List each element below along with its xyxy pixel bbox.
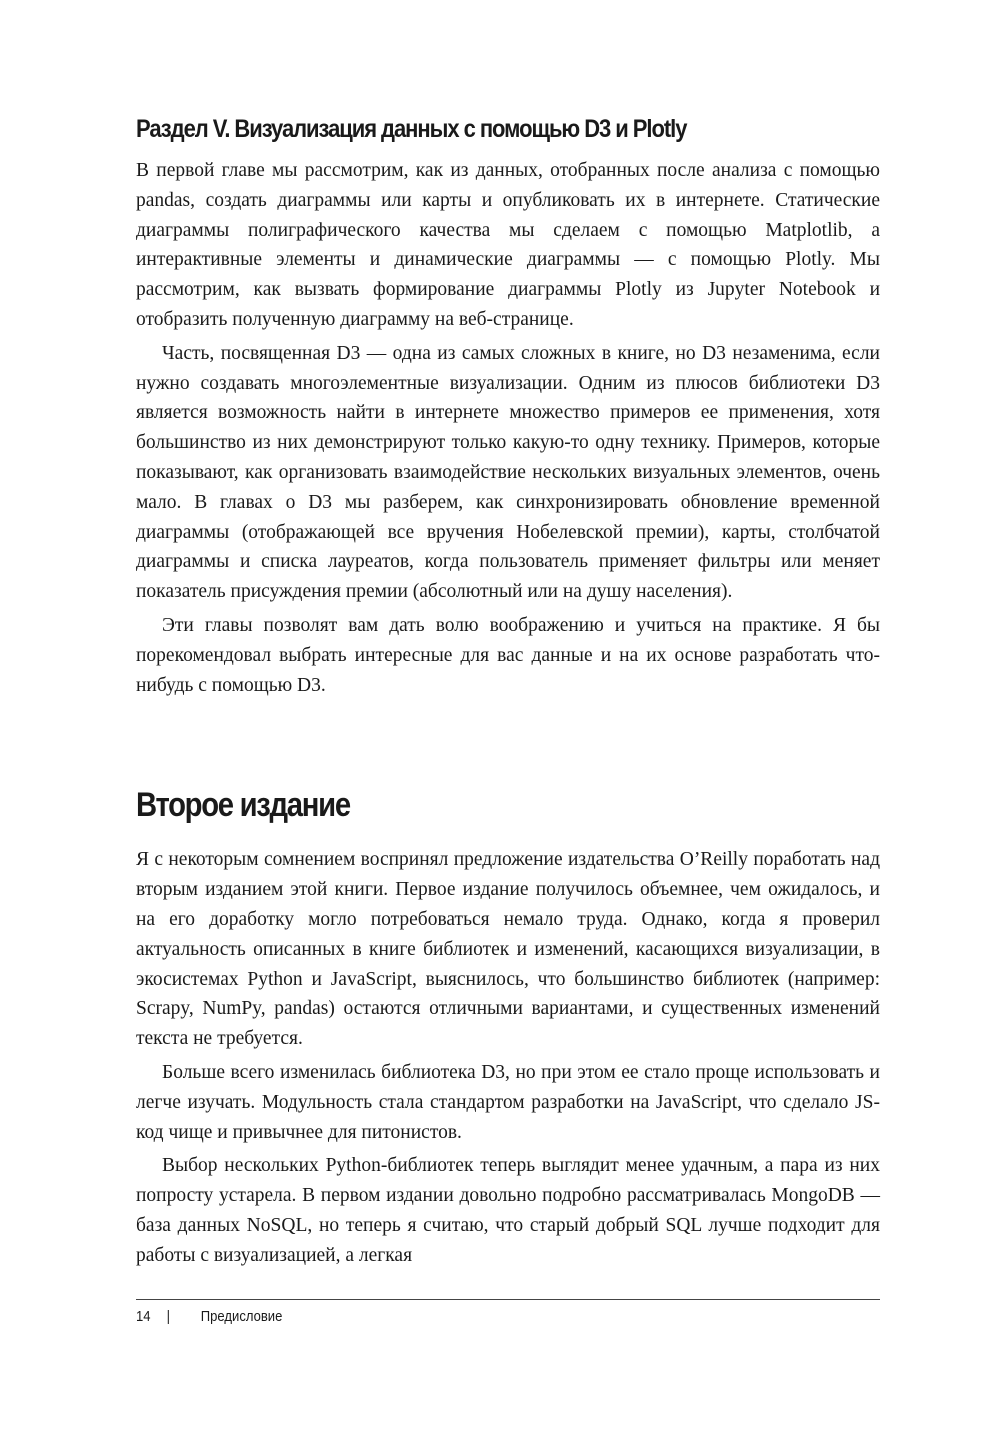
page-number: 14 — [136, 1309, 151, 1325]
chapter-heading: Второе издание — [136, 786, 350, 825]
paragraph: Часть, посвященная D3 — одна из самых сложных в книге, но D3 незаменима, если нужно создавать многоэлементные визуализации. Одним из плюсов библиотеки D3 является возможность найти в интернете множество примеров ее применения, хотя большинство из них демонстрируют только какую-то одну технику. Примеров, которые показывают, как организовать взаимодействие нескольких визуальных элементов, очень мало. В главах о D3 мы разберем, как синхронизировать обновление временной диаграммы (отображающей все вручения Нобелевской премии), карты, столбчатой диаграммы и списка лауреатов, когда пользователь применяет фильтры или меняет показатель присуждения премии (абсолютный или на душу населения). — [136, 342, 880, 603]
paragraph: Я с некоторым сомнением воспринял предложение издательства O’Reilly поработать над вторым изданием этой книги. Первое издание получилось объемнее, чем ожидалось, и на его доработку могло потребоваться немало труда. Однако, когда я проверил актуальность описанных в книге библиотек и изменений, касающихся визуализации, в экосистемах Python и JavaScript, выяснилось, что большинство библиотек (например: Scrapy, NumPy, pandas) остаются отличными вариантами, и существенных изменений текста не требуется. — [136, 849, 880, 1050]
section-heading: Раздел V. Визуализация данных с помощью D3 и Plotly — [136, 115, 687, 143]
footer-separator: | — [166, 1309, 171, 1325]
page-body — [136, 112, 880, 1271]
paragraph: Выбор нескольких Python-библиотек теперь выглядит менее удачным, а пара из них попросту устарела. В первом издании довольно подробно рассматривалась MongoDB — база данных NoSQL, но теперь я считаю, что старый добрый SQL лучше подходит для работы с визуализацией, а легкая — [136, 1155, 880, 1266]
paragraph: Больше всего изменилась библиотека D3, но при этом ее стало проще использовать и легче изучать. Модульность стала стандартом разработки на JavaScript, что сделало JS-код чище и привычнее для питонистов. — [136, 1061, 880, 1143]
page-footer — [136, 1299, 880, 1325]
running-title: Предисловие — [200, 1309, 283, 1325]
paragraph: В первой главе мы рассмотрим, как из данных, отобранных после анализа с помощью pandas, создать диаграммы или карты и опубликовать их в интернете. Статические диаграммы полиграфического качества мы сделаем с помощью Matplotlib, а интерактивные элементы и динамические диаграммы — с помощью Plotly. Мы рассмотрим, как вызвать формирование диаграммы Plotly из Jupyter Notebook и отобразить полученную диаграмму на веб-странице. — [136, 160, 880, 330]
paragraph: Эти главы позволят вам дать волю воображению и учиться на практике. Я бы порекомендовал выбрать интересные для вас данные и на их основе разработать что-нибудь с помощью D3. — [136, 614, 880, 696]
